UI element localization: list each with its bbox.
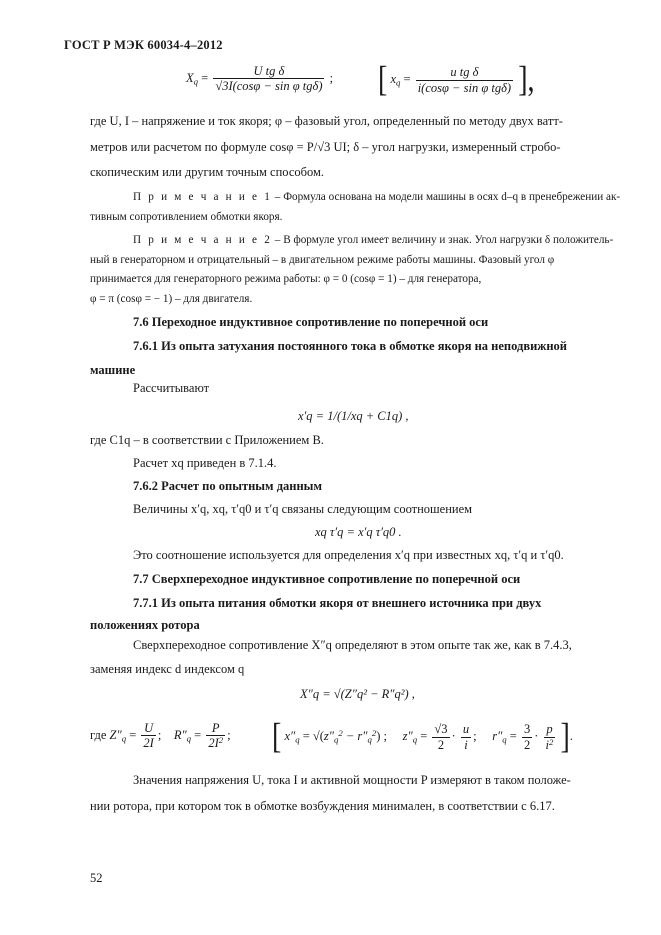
values-line: Величины x′q, xq, τ′q0 и τ′q связаны следующим соотношением: [133, 502, 473, 516]
final-line2: нии ротора, при котором ток в обмотке возбуждения минимален, в соответствии с 6.17.: [90, 799, 555, 813]
formula-relation: xq τ′q = x′q τ′q0 .: [315, 525, 402, 539]
pu-open-bracket: [: [272, 716, 282, 757]
formula-pu-definitions: [ $x''_q = √(z''_q^2 - r''_q^2)$ ; $z''_q$ = $\frac{√3}{2}$ · $\frac{u}{i}$ ; $r''_q$ = $\frac{3}{2}$ · $\frac{p}{i^2}$ ].: [272, 716, 573, 757]
calc-xq-ref: Расчет xq приведен в 7.1.4.: [133, 456, 277, 470]
section-7-7-heading: 7.7 Сверхпереходное индуктивное сопротивление по поперечной оси: [133, 572, 521, 586]
section-7-6-1-heading-line2: машине: [90, 363, 136, 377]
calc-label: Рассчитывают: [133, 381, 210, 395]
section-7-7-1-heading-line1: 7.7.1 Из опыта питания обмотки якоря от внешнего источника при двух: [133, 596, 542, 610]
where1-line1: где U, I – напряжение и ток якоря; φ – фазовый угол, определенный по методу двух ватт-: [90, 114, 563, 128]
formula-subtransient-xq: X″q = √(Z″q² − R″q²) ,: [300, 687, 415, 701]
formula-xq-pu-denominator: i(cosφ − sin φ tgδ): [417, 80, 512, 95]
section-7-6-2-heading: 7.6.2 Расчет по опытным данным: [133, 479, 322, 493]
usage-line: Это соотношение используется для определения x′q при известных xq, τ′q и τ′q0.: [133, 548, 564, 562]
formula-xq-pu-fraction: [416, 65, 513, 95]
formula-xq-pu-open-bracket: [: [378, 59, 388, 100]
formula-xq-lhs: X: [186, 70, 194, 85]
formula-xq-lhs-sub: q: [193, 76, 199, 87]
formula-xq-separator: ;: [329, 70, 334, 85]
page-number: 52: [90, 871, 103, 885]
section-7-6-1-heading-line1: 7.6.1 Из опыта затухания постоянного тока в обмотке якоря на неподвижной: [133, 339, 568, 353]
formula-transient-xq: x′q = 1/(1/xq + C1q) ,: [298, 409, 409, 423]
pu-close-bracket: ]: [560, 716, 570, 757]
formula-xq-pu-close-bracket: ],: [518, 59, 535, 100]
note1-line1-text: – Формула основана на модели машины в осях d–q в пренебрежении ак-: [272, 191, 621, 203]
formula-xq-denominator: √3I(cosφ − sin φ tgδ): [215, 79, 323, 94]
formula-xq-numerator: U tg δ: [213, 64, 324, 79]
section-7-7-1-heading-line2: положениях ротора: [90, 618, 200, 632]
document-header: ГОСТ Р МЭК 60034-4–2012: [64, 38, 223, 52]
note2-label: П р и м е ч а н и е 2: [133, 234, 272, 246]
note1-line1: [133, 191, 620, 203]
section-7-6-heading: 7.6 Переходное индуктивное сопротивление по поперечной оси: [133, 315, 489, 329]
super-line1: Сверхпереходное сопротивление X″q определяют в этом опыте так же, как в 7.4.3,: [133, 638, 572, 652]
formula-xq-pu-lhs: x: [390, 71, 397, 86]
formula-xq-pu-lhs-sub: q: [396, 77, 401, 88]
where2-line: где C1q – в соответствии с Приложением В.: [90, 433, 324, 447]
fraction-sqrt3: $\frac{√3}{2}$: [434, 722, 448, 752]
fraction-u-i: $\frac{u}{i}$: [462, 722, 470, 752]
formula-definitions-row: где $Z''_q$ = $\frac{U}{2I}$ ; $R''_q$ = $\frac{P}{2I^2}$ ;: [90, 721, 231, 751]
note1-line2: тивным сопротивлением обмотки якоря.: [90, 211, 283, 223]
note1-label: П р и м е ч а н и е 1: [133, 191, 272, 203]
formula-xq-pu-numerator: u tg δ: [416, 65, 513, 80]
fraction-r: $\frac{P}{2I^2}$: [208, 721, 224, 751]
note2-line1-text: – В формуле угол имеет величину и знак. Угол нагрузки δ положитель-: [272, 234, 614, 246]
note2-line1: [133, 234, 613, 246]
note2-line3: принимается для генераторного режима работы: φ = 0 (cosφ = 1) – для генератора,: [90, 273, 482, 285]
note2-line4: φ = π (cosφ = − 1) – для двигателя.: [90, 293, 253, 305]
where1-line3: скопическим или другим точным способом.: [90, 165, 325, 179]
super-line2: заменяя индекс d индексом q: [90, 662, 245, 676]
fraction-z: $\frac{U}{2I}$: [143, 721, 154, 751]
fraction-3-2: $\frac{3}{2}$: [523, 722, 531, 752]
where1-line2: метров или расчетом по формуле cosφ = P/√3 UI; δ – угол нагрузки, измеренный стробо-: [90, 140, 561, 154]
fraction-p-i2: $\frac{p}{i^2}$: [545, 722, 554, 752]
final-line1: Значения напряжения U, тока I и активной мощности P измеряют в таком положе-: [133, 773, 571, 787]
formula-xq-fraction: [213, 64, 324, 94]
formula-xq: $X_q$ = $\frac{\text{U tg δ}}{\text{√3I(cosφ − sin φ tgδ)}}$ ;: [186, 64, 334, 94]
note2-line2: ный в генераторном и отрицательный – в двигательном режиме работы машины. Фазовый угол φ: [90, 254, 555, 266]
where3-label: где: [90, 727, 107, 742]
formula-xq-pu: [ $x_q$ = $\frac{\text{u tg δ}}{\text{i(cosφ − sin φ tgδ)}}$ ],: [378, 59, 535, 100]
